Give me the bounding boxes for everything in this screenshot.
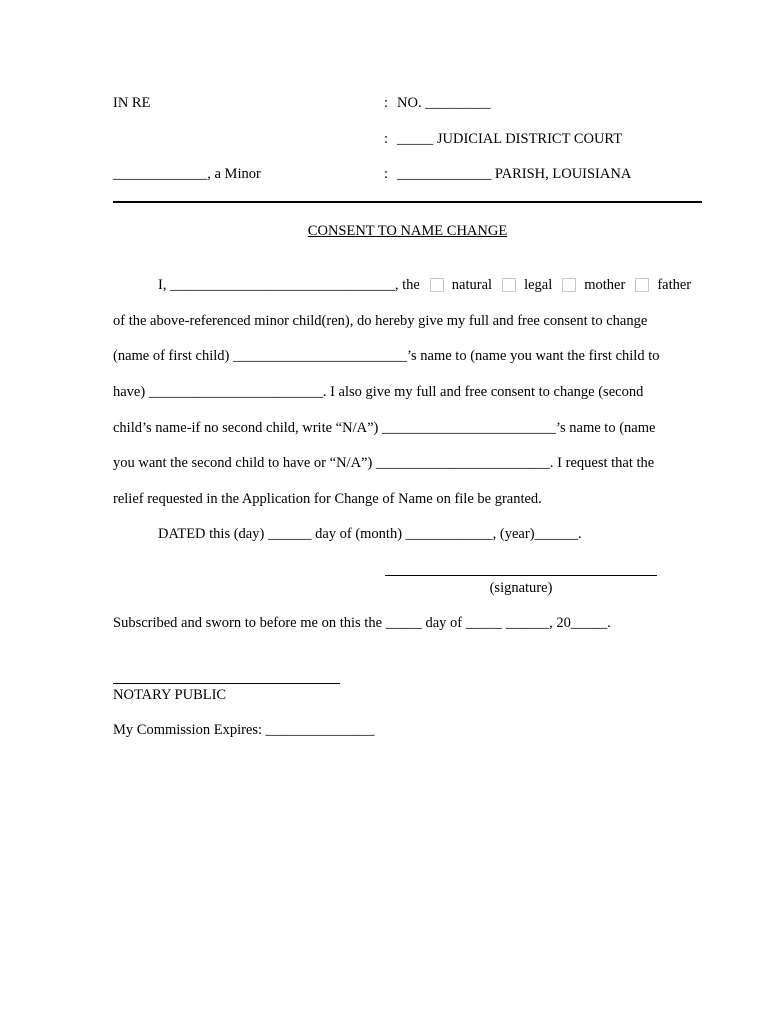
consent-line-2: of the above-referenced minor child(ren), do hereby give my full and free consent to change [113, 313, 648, 329]
natural-label: natural [451, 277, 493, 293]
dated-line: DATED this (day) ______ day of (month) ____________, (year)______. [158, 526, 582, 542]
natural-checkbox[interactable] [430, 278, 444, 292]
notary-public-label: NOTARY PUBLIC [113, 687, 227, 703]
legal-label: legal [524, 277, 553, 293]
legal-checkbox[interactable] [502, 278, 516, 292]
caption-colon: : [384, 95, 389, 111]
consent-line-5: child’s name-if no second child, write “N/A”) ________________________’s name to (name [113, 420, 656, 436]
in-re-label: IN RE [113, 95, 151, 111]
mother-label: mother [584, 277, 626, 293]
father-label: father [657, 277, 692, 293]
consent-line-3: (name of first child) ________________________’s name to (name you want the first child to [113, 348, 660, 364]
court-name: _____ JUDICIAL DISTRICT COURT [397, 131, 623, 147]
minor-name: _____________, a Minor [113, 166, 261, 182]
consent-line-6: you want the second child to have or “N/A”) ________________________. I request that the [113, 455, 655, 471]
signature-line[interactable] [385, 575, 657, 576]
signature-label: (signature) [489, 580, 553, 596]
father-checkbox[interactable] [635, 278, 649, 292]
mother-checkbox[interactable] [562, 278, 576, 292]
consent-line-4: have) ________________________. I also give my full and free consent to change (second [113, 384, 644, 400]
document-title: CONSENT TO NAME CHANGE [307, 223, 508, 239]
caption-colon: : [384, 166, 389, 182]
parish-name: _____________ PARISH, LOUISIANA [397, 166, 632, 182]
notary-signature-line[interactable] [113, 683, 340, 684]
sworn-statement: Subscribed and sworn to before me on this the _____ day of _____ ______, 20_____. [113, 615, 611, 631]
consent-line-7: relief requested in the Application for Change of Name on file be granted. [113, 491, 542, 507]
consent-intro-line [158, 276, 691, 294]
commission-expires: My Commission Expires: _______________ [113, 722, 375, 738]
consent-intro-text: I, _______________________________, the [158, 277, 420, 293]
case-number: NO. _________ [397, 95, 491, 111]
caption-colon: : [384, 131, 389, 147]
caption-divider [113, 201, 702, 203]
